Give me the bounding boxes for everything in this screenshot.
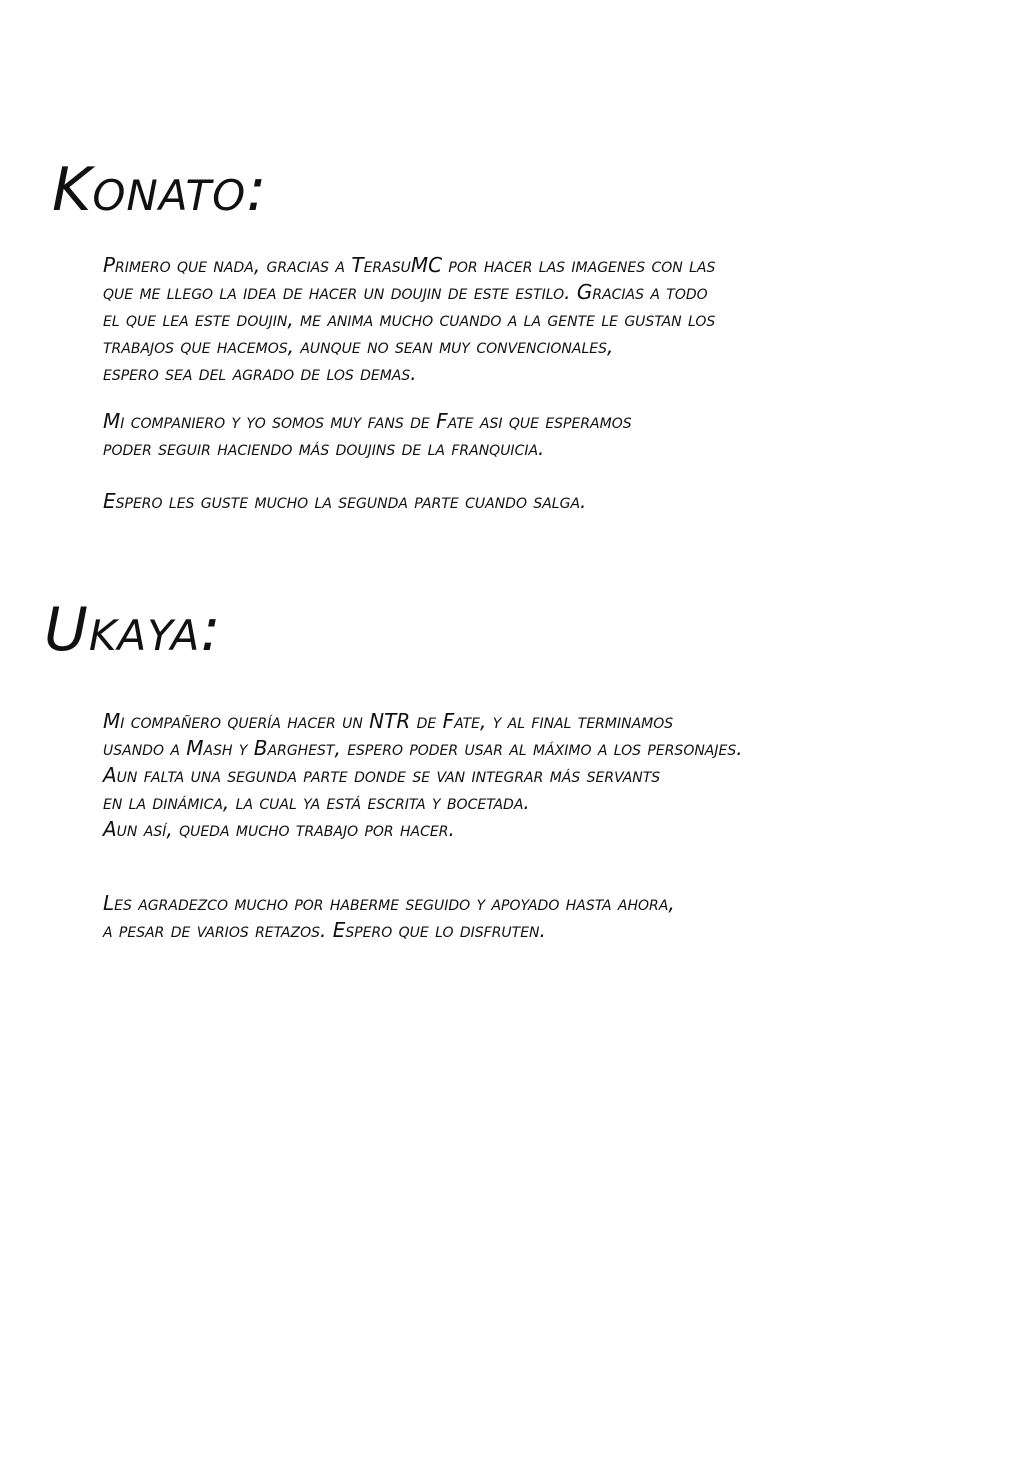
text-line: Primero que nada, gracias a TerasuMC por hacer las imagenes con las — [103, 253, 716, 277]
text-line: Espero les guste mucho la segunda parte cuando salga. — [103, 489, 587, 513]
text-line: usando a Mash y Barghest, espero poder usar al máximo a los personajes. — [103, 736, 743, 760]
konato-paragraph-3 — [103, 488, 586, 515]
text-line: poder seguir haciendo más doujins de la franquicia. — [103, 436, 545, 460]
text-line: Aun falta una segunda parte donde se van integrar más servants — [103, 763, 661, 787]
text-line: Les agradezco mucho por haberme seguido y apoyado hasta ahora, — [103, 891, 675, 915]
text-line: en la dinámica, la cual ya está escrita y bocetada. — [103, 790, 530, 814]
text-line: Mi compañero quería hacer un NTR de Fate, y al final terminamos — [103, 709, 674, 733]
konato-paragraph-1 — [103, 252, 715, 387]
konato-heading: Konato: — [52, 155, 268, 225]
text-line: Aun así, queda mucho trabajo por hacer. — [103, 817, 455, 841]
ukaya-paragraph-1 — [103, 708, 743, 843]
text-line: espero sea del agrado de los demas. — [103, 361, 417, 385]
text-line: que me llego la idea de hacer un doujin de este estilo. Gracias a todo — [103, 280, 708, 304]
konato-paragraph-2 — [103, 408, 632, 462]
text-line: a pesar de varios retazos. Espero que lo disfruten. — [103, 918, 546, 942]
text-line: el que lea este doujin, me anima mucho cuando a la gente le gustan los — [103, 307, 716, 331]
ukaya-paragraph-2 — [103, 890, 675, 944]
text-line: trabajos que hacemos, aunque no sean muy convencionales, — [103, 334, 614, 358]
text-line: Mi companiero y yo somos muy fans de Fate asi que esperamos — [103, 409, 632, 433]
ukaya-heading: Ukaya: — [44, 595, 222, 665]
